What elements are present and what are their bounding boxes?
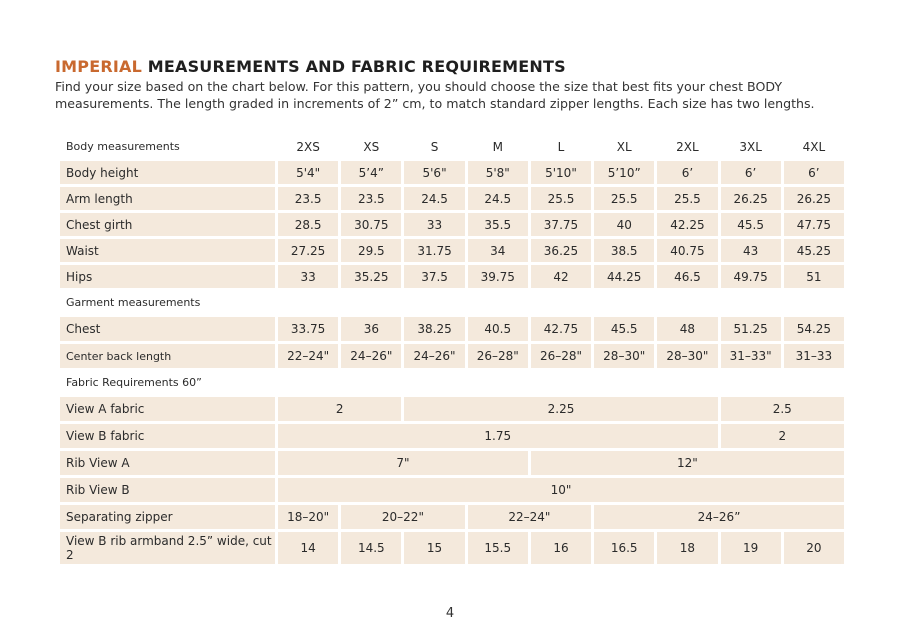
table-cell: 18–20" [278, 505, 338, 529]
table-cell: 1.75 [278, 424, 718, 448]
table-cell: 2.25 [404, 397, 717, 421]
table-row [60, 397, 844, 421]
table-cell: 45.5 [721, 213, 781, 236]
table-cell: 14.5 [341, 532, 401, 564]
table-cell: 15.5 [468, 532, 528, 564]
table-cell: 18 [657, 532, 717, 564]
table-cell: 44.25 [594, 265, 654, 288]
size-header: XS [363, 139, 380, 154]
table-cell: 5'6" [404, 161, 464, 184]
table-cell: 2.5 [721, 397, 844, 421]
table-cell: 12" [531, 451, 844, 475]
table-row [60, 213, 844, 236]
section-row [60, 291, 844, 314]
table-cell: 33.75 [278, 317, 338, 341]
size-header: 2XS [296, 139, 320, 154]
table-cell: 51.25 [721, 317, 781, 341]
intro-paragraph: Find your size based on the chart below. For this pattern, you should choose the size that best fits your chest BODY measurements. The length graded in increments of 2” cm, to match standard zipper lengths. Each size has two lengths. [55, 79, 815, 111]
table-cell: 6’ [784, 161, 844, 184]
table-cell: 40 [594, 213, 654, 236]
table-cell: 45.5 [594, 317, 654, 341]
table-row [60, 505, 844, 529]
table-cell: 20 [784, 532, 844, 564]
table-cell: 6’ [657, 161, 717, 184]
table-cell: 2 [278, 397, 401, 421]
table-cell: 5'4" [278, 161, 338, 184]
table-cell: 19 [721, 532, 781, 564]
row-label: Rib View A [60, 451, 275, 475]
table-cell: 25.5 [594, 187, 654, 210]
table-cell: 51 [784, 265, 844, 288]
table-cell: 5’4” [341, 161, 401, 184]
table-cell: 28–30" [594, 344, 654, 368]
table-cell: 37.75 [531, 213, 591, 236]
table-cell: 31–33 [784, 344, 844, 368]
table-cell: 42.25 [657, 213, 717, 236]
table-cell: 23.5 [278, 187, 338, 210]
table-cell: 16 [531, 532, 591, 564]
row-label: Hips [60, 265, 275, 288]
table-cell: 24.5 [468, 187, 528, 210]
table-cell: 34 [468, 239, 528, 262]
section-row [60, 371, 844, 394]
row-label: Arm length [60, 187, 275, 210]
row-label: Body height [60, 161, 275, 184]
table-cell: 5'8" [468, 161, 528, 184]
table-cell: 26.25 [721, 187, 781, 210]
table-row [60, 239, 844, 262]
size-header-row [60, 135, 844, 158]
table-cell: 28.5 [278, 213, 338, 236]
row-label: Waist [60, 239, 275, 262]
table-cell: 2 [721, 424, 844, 448]
table-cell: 5’10” [594, 161, 654, 184]
table-cell: 23.5 [341, 187, 401, 210]
table-cell: 54.25 [784, 317, 844, 341]
table-cell: 26–28" [531, 344, 591, 368]
size-header: 4XL [802, 139, 826, 154]
title-accent: IMPERIAL [55, 57, 142, 76]
page-title [55, 57, 566, 76]
table-cell: 10" [278, 478, 844, 502]
table-cell: 27.25 [278, 239, 338, 262]
table-row [60, 424, 844, 448]
fabric-requirements-label: Fabric Requirements 60” [66, 376, 202, 389]
table-cell: 15 [404, 532, 464, 564]
table-cell: 7" [278, 451, 528, 475]
page-number: 4 [445, 606, 455, 621]
size-header: 2XL [676, 139, 699, 154]
garment-measurements-label: Garment measurements [66, 296, 201, 309]
body-measurements-label: Body measurements [66, 140, 180, 153]
row-label: Separating zipper [60, 505, 275, 529]
table-cell: 40.5 [468, 317, 528, 341]
table-cell: 46.5 [657, 265, 717, 288]
table-cell: 43 [721, 239, 781, 262]
table-cell: 47.75 [784, 213, 844, 236]
table-cell: 37.5 [404, 265, 464, 288]
table-cell: 42 [531, 265, 591, 288]
table-cell: 38.5 [594, 239, 654, 262]
table-cell: 36 [341, 317, 401, 341]
table-cell: 36.25 [531, 239, 591, 262]
table-cell: 5'10" [531, 161, 591, 184]
table-cell: 38.25 [404, 317, 464, 341]
table-cell: 31.75 [404, 239, 464, 262]
size-header: XL [616, 139, 632, 154]
table-cell: 25.5 [531, 187, 591, 210]
table-row [60, 317, 844, 341]
size-header: 3XL [739, 139, 762, 154]
table-cell: 35.5 [468, 213, 528, 236]
title-rest: MEASUREMENTS AND FABRIC REQUIREMENTS [141, 57, 566, 76]
table-cell: 40.75 [657, 239, 717, 262]
size-header: M [492, 139, 503, 154]
table-row [60, 478, 844, 502]
row-label: View A fabric [60, 397, 275, 421]
row-label: Chest [60, 317, 275, 341]
row-label: View B fabric [60, 424, 275, 448]
table-row [60, 187, 844, 210]
row-label: Chest girth [60, 213, 275, 236]
table-row [60, 532, 844, 564]
table-cell: 28–30" [657, 344, 717, 368]
table-row [60, 344, 844, 368]
size-header: S [430, 139, 439, 154]
table-cell: 48 [657, 317, 717, 341]
table-cell: 22–24" [468, 505, 591, 529]
table-cell: 33 [278, 265, 338, 288]
table-cell: 31–33" [721, 344, 781, 368]
table-cell: 26–28" [468, 344, 528, 368]
row-label: Rib View B [60, 478, 275, 502]
size-header: L [557, 139, 565, 154]
table-cell: 16.5 [594, 532, 654, 564]
row-label: Center back length [60, 344, 275, 368]
table-cell: 29.5 [341, 239, 401, 262]
table-cell: 35.25 [341, 265, 401, 288]
table-cell: 25.5 [657, 187, 717, 210]
table-cell: 24.5 [404, 187, 464, 210]
table-row [60, 161, 844, 184]
table-row [60, 265, 844, 288]
table-cell: 24–26" [404, 344, 464, 368]
table-cell: 33 [404, 213, 464, 236]
table-cell: 42.75 [531, 317, 591, 341]
table-cell: 39.75 [468, 265, 528, 288]
table-cell: 49.75 [721, 265, 781, 288]
table-cell: 6’ [721, 161, 781, 184]
table-cell: 14 [278, 532, 338, 564]
row-label: View B rib armband 2.5” wide, cut 2 [60, 532, 275, 564]
table-cell: 24–26" [341, 344, 401, 368]
table-cell: 30.75 [341, 213, 401, 236]
table-cell: 26.25 [784, 187, 844, 210]
table-cell: 20–22" [341, 505, 464, 529]
size-chart-table [57, 132, 847, 567]
table-cell: 45.25 [784, 239, 844, 262]
table-cell: 22–24" [278, 344, 338, 368]
table-cell: 24–26” [594, 505, 844, 529]
table-row [60, 451, 844, 475]
